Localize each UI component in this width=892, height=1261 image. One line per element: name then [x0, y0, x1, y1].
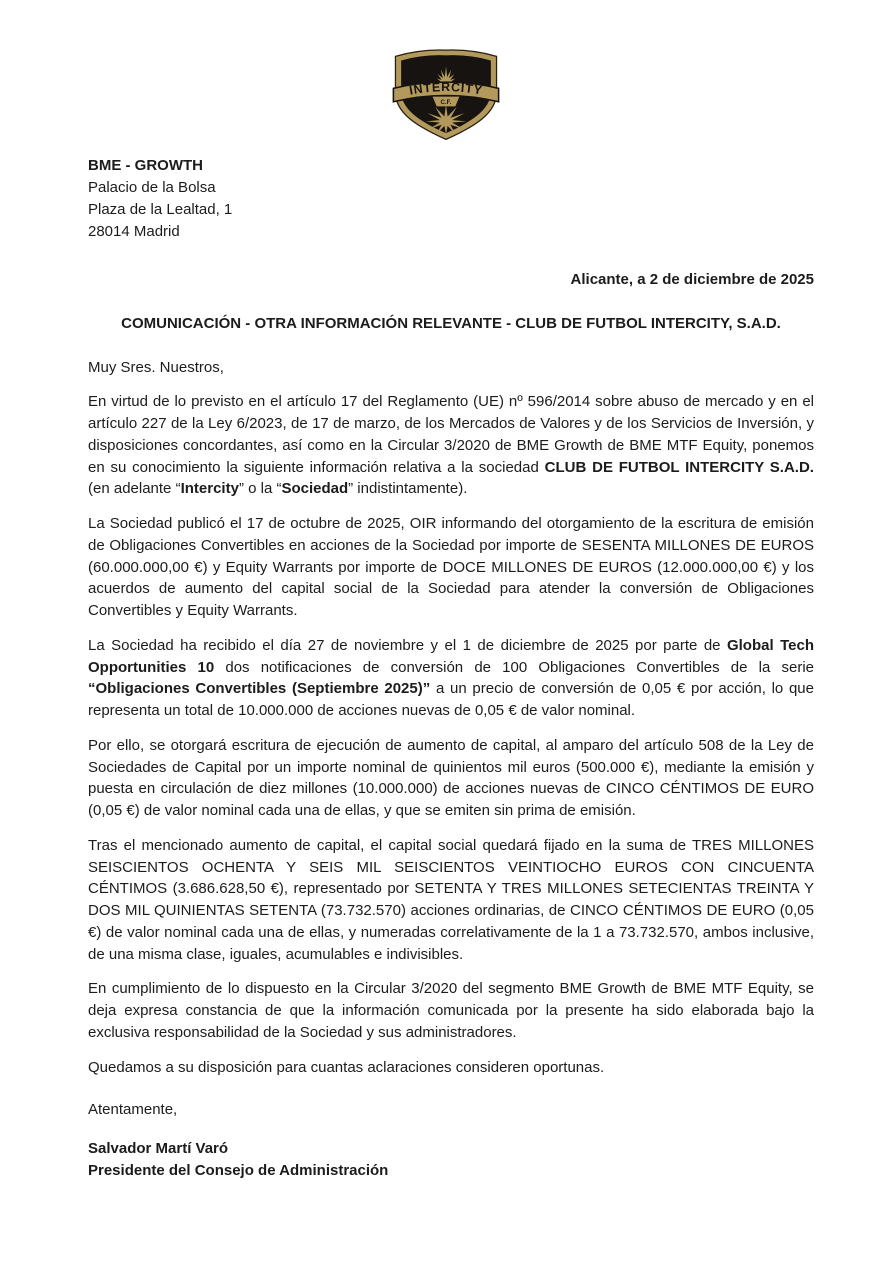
club-name-text: INTERCITY	[408, 80, 484, 98]
bold-run: “Obligaciones Convertibles (Septiembre 2025)”	[88, 680, 431, 698]
paragraph-availability	[88, 1057, 814, 1079]
salutation: Muy Sres. Nuestros,	[88, 358, 224, 376]
recipient-address-line: Plaza de la Lealtad, 1	[88, 201, 233, 219]
text-run: (en adelante “	[88, 480, 181, 498]
text-run: a un precio de conversión de 0,05 € por acción, lo que representa un total de 10.000.000 de acciones nuevas de 0,05 € de valor nominal.	[88, 680, 814, 720]
letter-title: COMUNICACIÓN - OTRA INFORMACIÓN RELEVANTE - CLUB DE FUTBOL INTERCITY, S.A.D.	[121, 314, 781, 332]
paragraph-conversion-notices	[88, 635, 814, 722]
recipient-name: BME - GROWTH	[88, 157, 203, 174]
text-run: dos notificaciones de conversión de 100 Obligaciones Convertibles de la serie	[214, 658, 814, 676]
paragraph-resulting-share-capital	[88, 835, 814, 966]
club-initials-text: C.F.	[440, 98, 452, 106]
intercity-crest-icon	[384, 45, 508, 143]
closing-salutation: Atentamente,	[88, 1101, 178, 1119]
bold-run: Intercity	[180, 480, 239, 498]
recipient-address-block	[88, 155, 814, 243]
recipient-address-line: 28014 Madrid	[88, 223, 180, 241]
signer-name: Salvador Martí Varó	[88, 1140, 229, 1158]
paragraph-responsibility-statement	[88, 978, 814, 1043]
date-line: Alicante, a 2 de diciembre de 2025	[570, 271, 814, 289]
paragraph-capital-increase-deed	[88, 735, 814, 822]
text-run: ” indistintamente).	[348, 480, 468, 498]
text-run: La Sociedad publicó el 17 de octubre de 2025, OIR informando del otorgamiento de la escritura de emisión de Obligaciones Convertibles en acciones de la Sociedad por importe de SESENTA MILLONES DE EUROS (60.000.000,00 €) y Equity Warrants por importe de DOCE MILLONES DE EUROS (12.000.000,00 €) y los acuerdos de aumento del capital social de la Sociedad para atender la conversión de Obligaciones Convertibles y Equity Warrants.	[88, 515, 814, 620]
bold-run: Global Tech Opportunities 10	[88, 636, 814, 676]
text-run: En cumplimiento de lo dispuesto en la Circular 3/2020 del segmento BME Growth de BME MTF Equity, se deja expresa constancia de que la información comunicada por la presente ha sido elaborada bajo la exclusiva responsabilidad de la Sociedad y sus administradores.	[88, 980, 814, 1041]
letter-body	[0, 155, 892, 1182]
text-run: Quedamos a su disposición para cuantas aclaraciones consideren oportunas.	[88, 1058, 605, 1076]
text-run: Por ello, se otorgará escritura de ejecución de aumento de capital, al amparo del artículo 508 de la Ley de Sociedades de Capital por un importe nominal de quinientos mil euros (500.000 €), mediante la emisión y puesta en circulación de diez millones (10.000.000) de acciones nuevas de CINCO CÉNTIMOS DE EURO (0,05 €) de valor nominal cada una de ellas, y que se emiten sin prima de emisión.	[88, 736, 814, 820]
text-run: La Sociedad ha recibido el día 27 de noviembre y el 1 de diciembre de 2025 por parte de	[88, 636, 727, 654]
text-run: En virtud de lo previsto en el artículo 17 del Reglamento (UE) nº 596/2014 sobre abuso de mercado y en el artículo 227 de la Ley 6/2023, de 17 de marzo, de los Mercados de Valores y de los Servicios de Inversión, y disposiciones concordantes, así como en la Circular 3/2020 de BME Growth de BME MTF Equity, ponemos en su conocimiento la siguiente información relativa a la sociedad	[88, 393, 814, 476]
bold-run: Sociedad	[281, 480, 349, 498]
recipient-address-line: Palacio de la Bolsa	[88, 179, 216, 197]
text-run: ” o la “	[238, 480, 282, 498]
club-crest-logo	[0, 0, 892, 143]
text-run: Tras el mencionado aumento de capital, el capital social quedará fijado en la suma de TRES MILLONES SEISCIENTOS OCHENTA Y SEIS MIL SEISCIENTOS VEINTIOCHO EUROS CON CINCUENTA CÉNTIMOS (3.686.628,50 €), representado por SETENTA Y TRES MILLONES SETECIENTAS TREINTA Y DOS MIL QUINIENTAS SETENTA (73.732.570) acciones ordinarias, de CINCO CÉNTIMOS DE EURO (0,05 €) de valor nominal cada una de ellas, y numeradas correlativamente de la 1 a 73.732.570, ambos inclusive, de una misma clase, iguales, acumulables e indivisibles.	[88, 836, 814, 963]
bold-run: CLUB DE FUTBOL INTERCITY S.A.D.	[544, 458, 814, 476]
paragraph-prior-publication	[88, 513, 814, 622]
paragraph-legal-basis	[88, 391, 814, 500]
signer-role: Presidente del Consejo de Administración	[88, 1161, 389, 1179]
